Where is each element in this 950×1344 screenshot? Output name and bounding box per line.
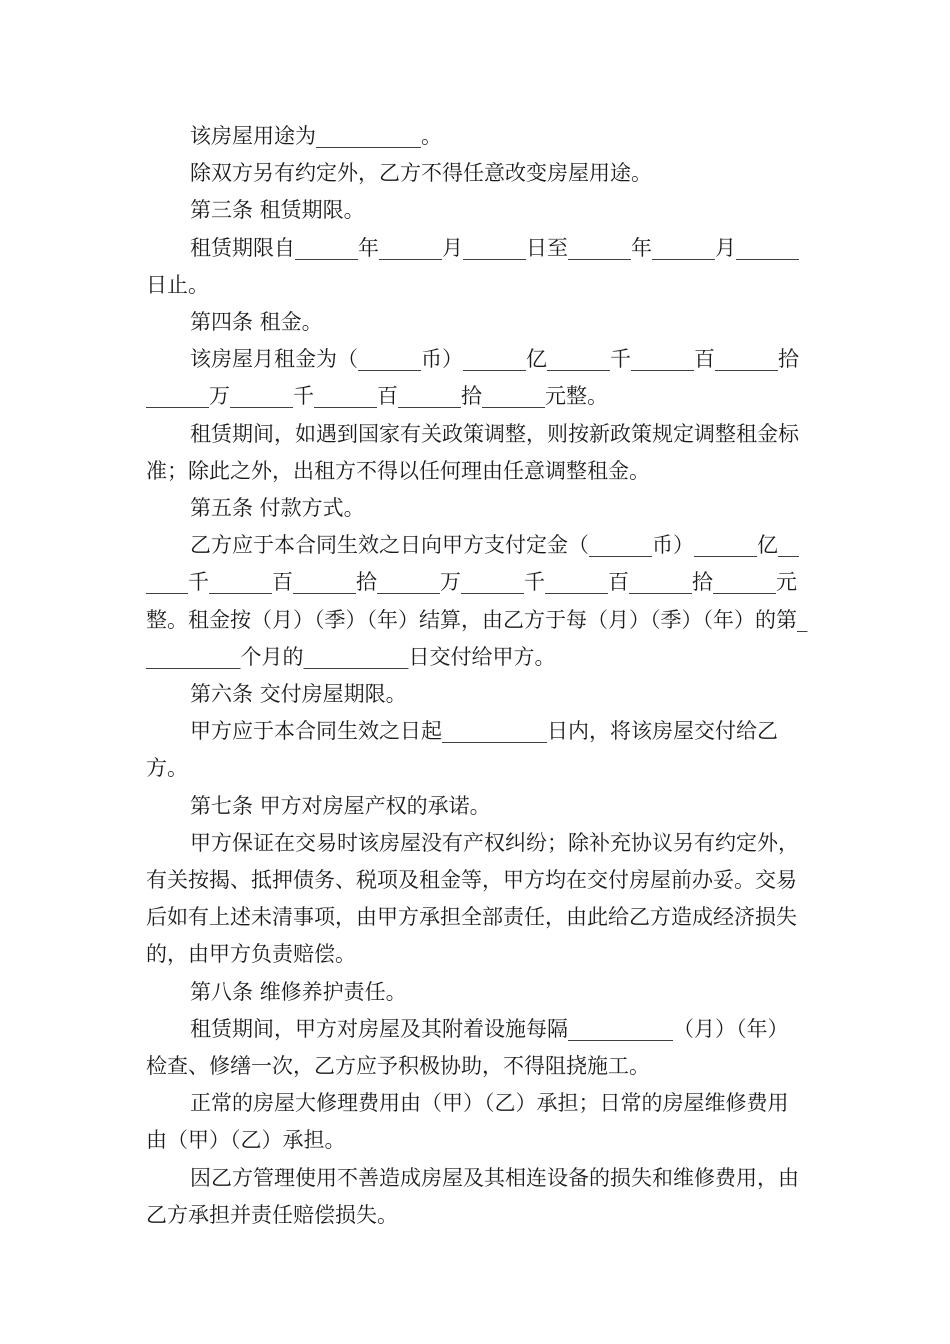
paragraph-usage-restriction: 除双方另有约定外，乙方不得任意改变房屋用途。 xyxy=(190,161,652,186)
paragraph-delivery: 甲方应于本合同生效之日起__________日内，将该房屋交付给乙方。 xyxy=(146,719,778,781)
paragraph-inspection: 租赁期间，甲方对房屋及其附着设施每隔__________（月）（年）检查、修缮一次，乙方应予积极协助，不得阻挠施工。 xyxy=(146,1016,789,1079)
paragraph-damage-liability: 因乙方管理使用不善造成房屋及其相连设备的损失和维修费用，由乙方承担并责任赔偿损失。 xyxy=(146,1165,799,1227)
paragraph-usage: 该房屋用途为__________。 xyxy=(190,124,442,148)
article-3-heading: 第三条 租赁期限。 xyxy=(190,198,365,223)
paragraph-lease-term: 租赁期限自______年______月______日至______年______月______日止。 xyxy=(146,235,799,297)
article-6-heading: 第六条 交付房屋期限。 xyxy=(190,682,407,707)
article-7-heading: 第七条 甲方对房屋产权的承诺。 xyxy=(190,793,491,818)
article-4-heading: 第四条 租金。 xyxy=(190,310,323,335)
document-body xyxy=(146,118,808,1234)
paragraph-title-guarantee: 甲方保证在交易时该房屋没有产权纠纷；除补充协议另有约定外，有关按揭、抵押债务、税项及租金等，甲方均在交付房屋前办妥。交易后如有上述未清事项，由甲方承担全部责任，由此给乙方造成经济损失的，由甲方负责赔偿。 xyxy=(146,830,799,967)
paragraph-repair-costs: 正常的房屋大修理费用由（甲）（乙）承担；日常的房屋维修费用由（甲）（乙）承担。 xyxy=(146,1091,789,1153)
article-5-heading: 第五条 付款方式。 xyxy=(190,496,365,521)
paragraph-monthly-rent: 该房屋月租金为（______币）______亿______千______百______拾______万______千______百______拾______元整。 xyxy=(146,347,799,409)
article-8-heading: 第八条 维修养护责任。 xyxy=(190,979,407,1004)
paragraph-rent-adjustment: 租赁期间，如遇到国家有关政策调整，则按新政策规定调整租金标准；除此之外，出租方不得以任何理由任意调整租金。 xyxy=(146,421,799,483)
paragraph-payment: 乙方应于本合同生效之日向甲方支付定金（______币）______亿______千______百______拾______万______千______百______拾______元整。租金按（月）（季）（年）结算，由乙方于每（月）（季）（年）的第__________个月的__________日交付给甲方。 xyxy=(146,533,808,669)
